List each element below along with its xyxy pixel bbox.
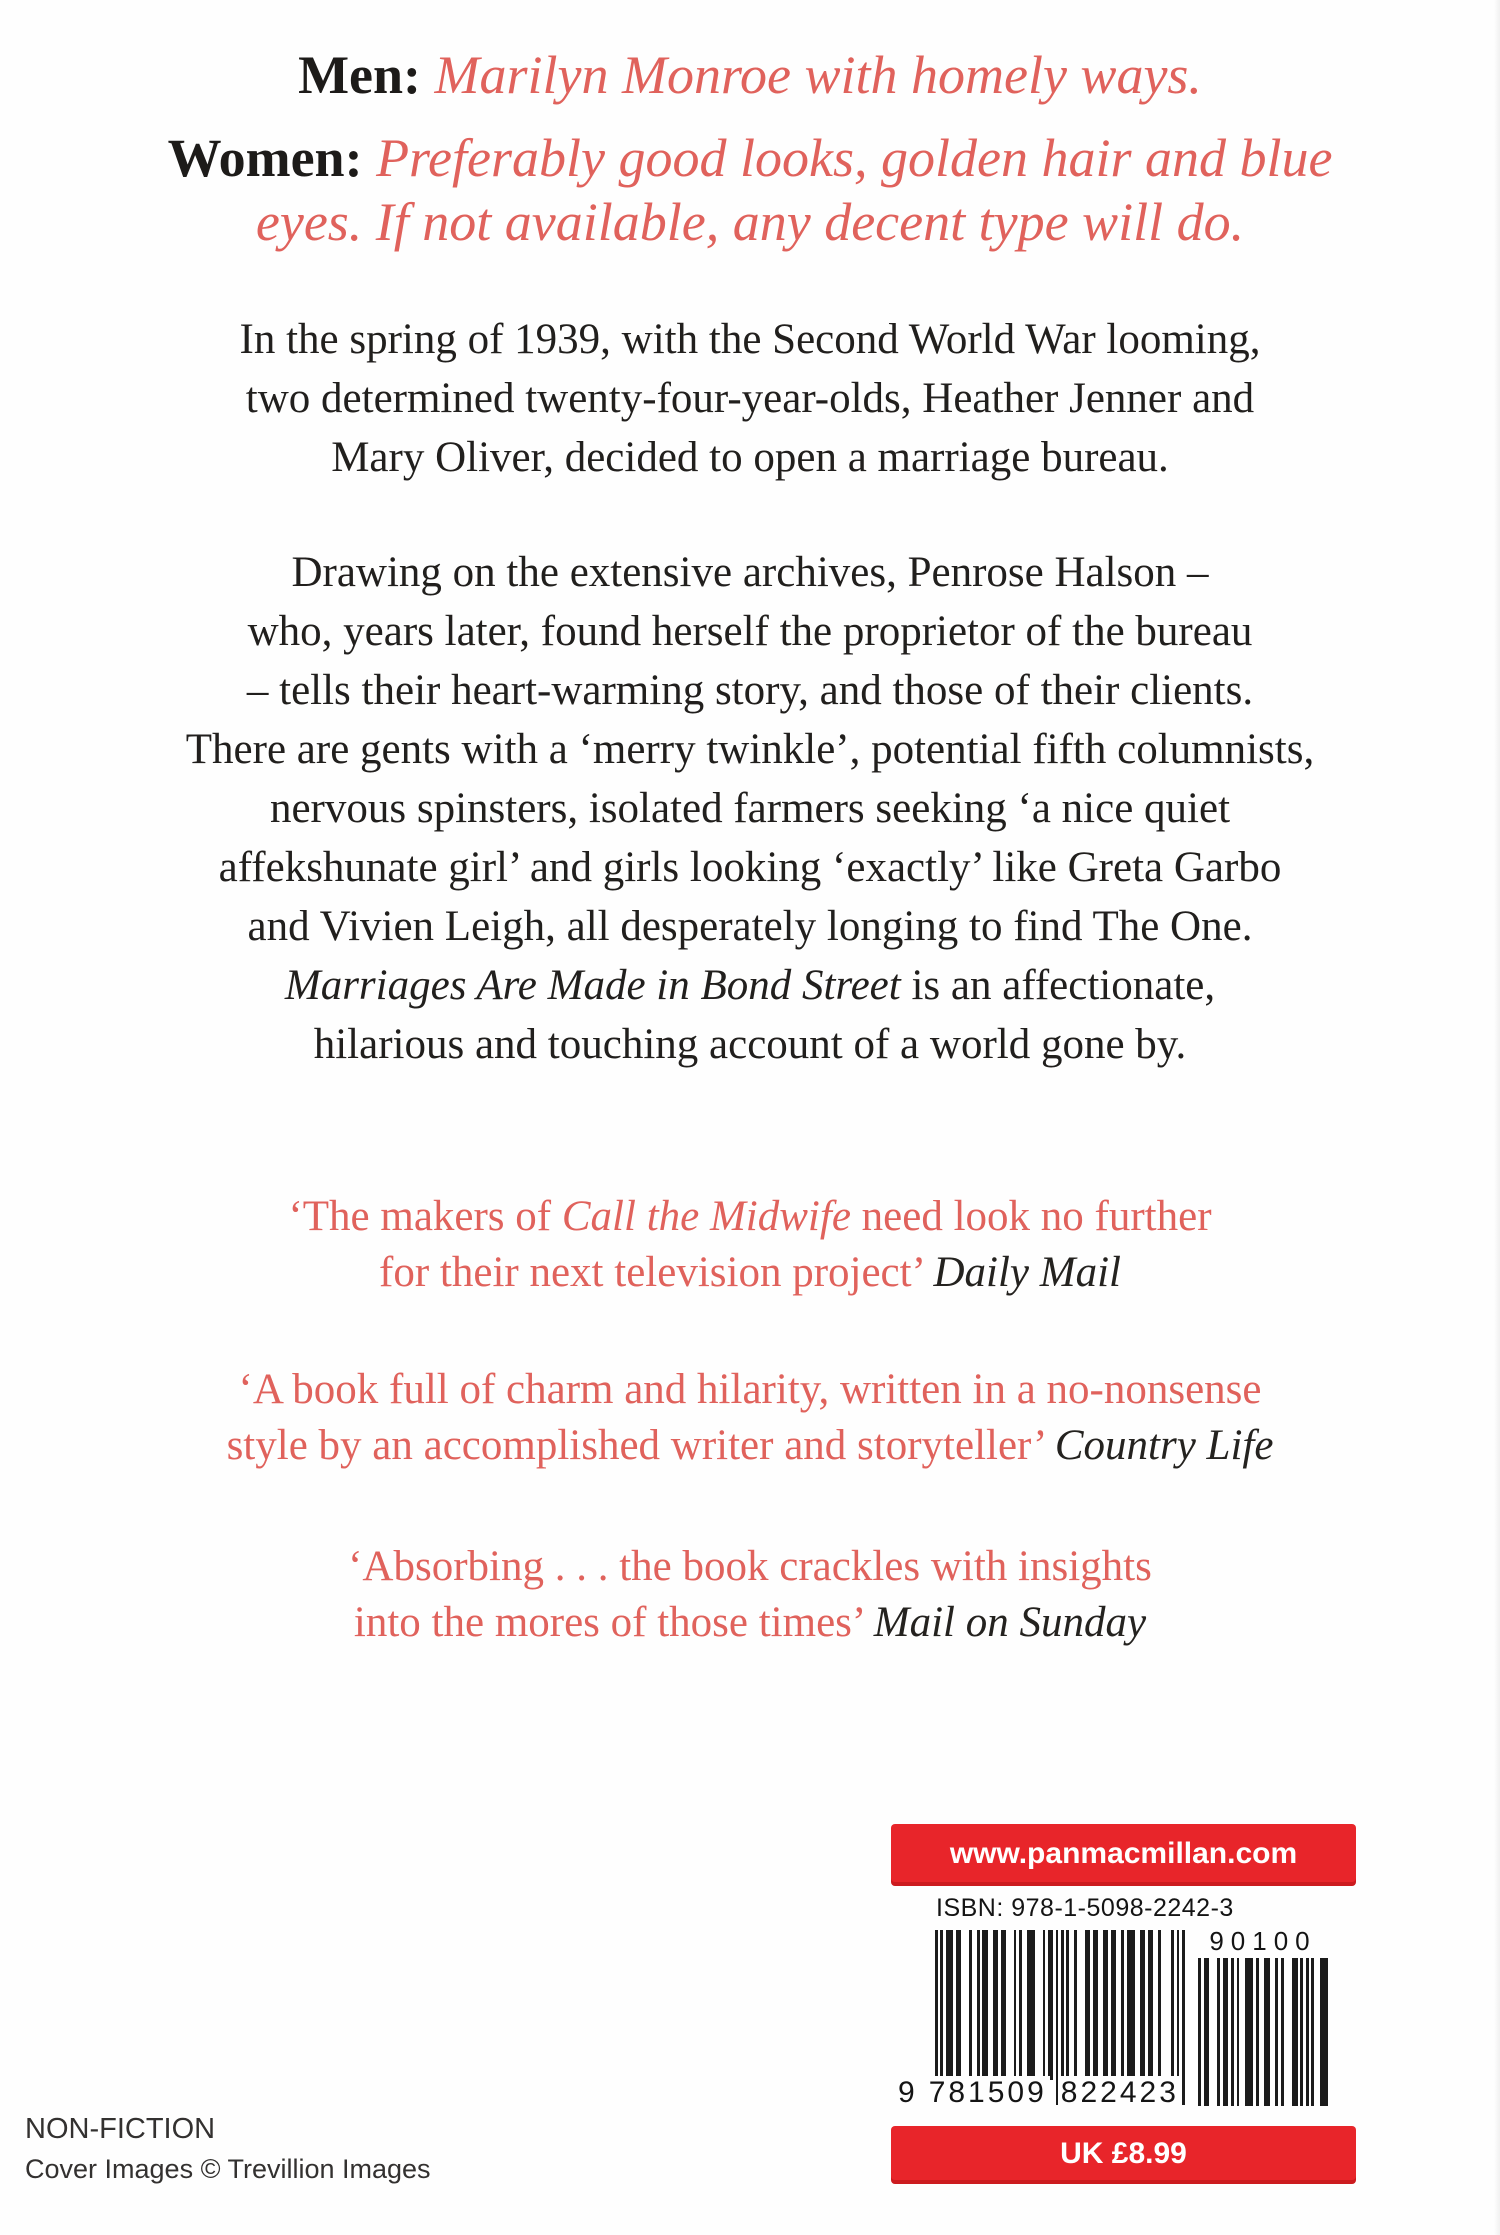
- blurb-para2-line-7: and Vivien Leigh, all desperately longing to find The One.: [247, 903, 1253, 950]
- blurb-para2-line-1: Drawing on the extensive archives, Penrose Halson –: [291, 549, 1209, 596]
- blurb-para2-line-2: who, years later, found herself the proprietor of the bureau: [247, 608, 1253, 655]
- book-title-italic: Marriages Are Made in Bond Street: [284, 962, 901, 1009]
- women-label: Women:: [167, 128, 363, 188]
- blurb-para2-line-9: hilarious and touching account of a world gone by.: [313, 1021, 1187, 1068]
- review-3-line-2: [0, 1595, 1500, 1651]
- blurb-para1-line-2: two determined twenty-four-year-olds, Heather Jenner and: [245, 375, 1255, 422]
- barcode-digits: [898, 2076, 1182, 2110]
- price-text: UK £8.99: [1060, 2137, 1187, 2170]
- blurb-para2-line-5: nervous spinsters, isolated farmers seeking ‘a nice quiet: [269, 785, 1231, 832]
- men-label: Men:: [298, 45, 422, 105]
- isbn-text: ISBN: 978-1-5098-2242-3: [936, 1894, 1234, 1922]
- women-tagline-line-1: Preferably good looks, golden hair and blue: [376, 128, 1333, 188]
- review-1-quote-post: need look no further: [850, 1193, 1212, 1240]
- blurb-para2-line-3: – tells their heart-warming story, and those of their clients.: [246, 667, 1254, 714]
- price-bar: [891, 2126, 1356, 2184]
- blurb-para2-line-8-rest: is an affectionate,: [900, 962, 1216, 1009]
- review-1-source: Daily Mail: [933, 1249, 1121, 1296]
- ean5-supplement-barcode: [1198, 1958, 1328, 2106]
- review-2-source: Country Life: [1054, 1422, 1274, 1469]
- review-1-line-1: [0, 1189, 1500, 1245]
- cover-credit: Cover Images © Trevillion Images: [25, 2154, 431, 2184]
- blurb-para2-line-6: affekshunate girl’ and girls looking ‘exactly’ like Greta Garbo: [218, 844, 1282, 891]
- tagline-women-line-2: [0, 190, 1500, 254]
- review-1-quote-pre: ‘The makers of: [288, 1193, 562, 1240]
- women-tagline-line-2: eyes. If not available, any decent type will do.: [255, 192, 1245, 252]
- scan-edge-artifact: [1494, 0, 1500, 2235]
- publisher-website-bar: [891, 1824, 1356, 1886]
- review-1-line-2: [0, 1245, 1500, 1301]
- barcode-digit-group-2: 822423: [1058, 2076, 1182, 2109]
- review-1-cited-title: Call the Midwife: [561, 1193, 851, 1240]
- men-tagline-text: Marilyn Monroe with homely ways.: [434, 45, 1202, 105]
- review-2-line-1: ‘A book full of charm and hilarity, written in a no-nonsense: [238, 1366, 1262, 1413]
- blurb-para1-line-1: In the spring of 1939, with the Second World War looming,: [239, 316, 1261, 363]
- tagline-men: [0, 43, 1500, 107]
- review-3-quote-end: into the mores of those times’: [353, 1599, 874, 1646]
- publisher-website-url: www.panmacmillan.com: [949, 1837, 1298, 1870]
- review-2-line-2: [0, 1418, 1500, 1474]
- blurb-para1-line-3: Mary Oliver, decided to open a marriage bureau.: [331, 434, 1169, 481]
- review-3-line-1: ‘Absorbing . . . the book crackles with insights: [348, 1543, 1152, 1590]
- tagline-women-line-1: [0, 126, 1500, 190]
- review-2-quote-end: style by an accomplished writer and storyteller’: [226, 1422, 1055, 1469]
- barcode-digit-lead: 9: [898, 2076, 918, 2109]
- blurb-para2-line-4: There are gents with a ‘merry twinkle’, potential fifth columnists,: [185, 726, 1315, 773]
- review-3-source: Mail on Sunday: [873, 1599, 1147, 1646]
- blurb-para2-line-8: [0, 956, 1500, 1015]
- barcode-supplement-digits: 90100: [1209, 1926, 1317, 1956]
- barcode-digit-group-1: 781509: [926, 2076, 1050, 2109]
- category-label: NON-FICTION: [25, 2113, 216, 2145]
- review-1-quote-end: for their next television project’: [379, 1249, 934, 1296]
